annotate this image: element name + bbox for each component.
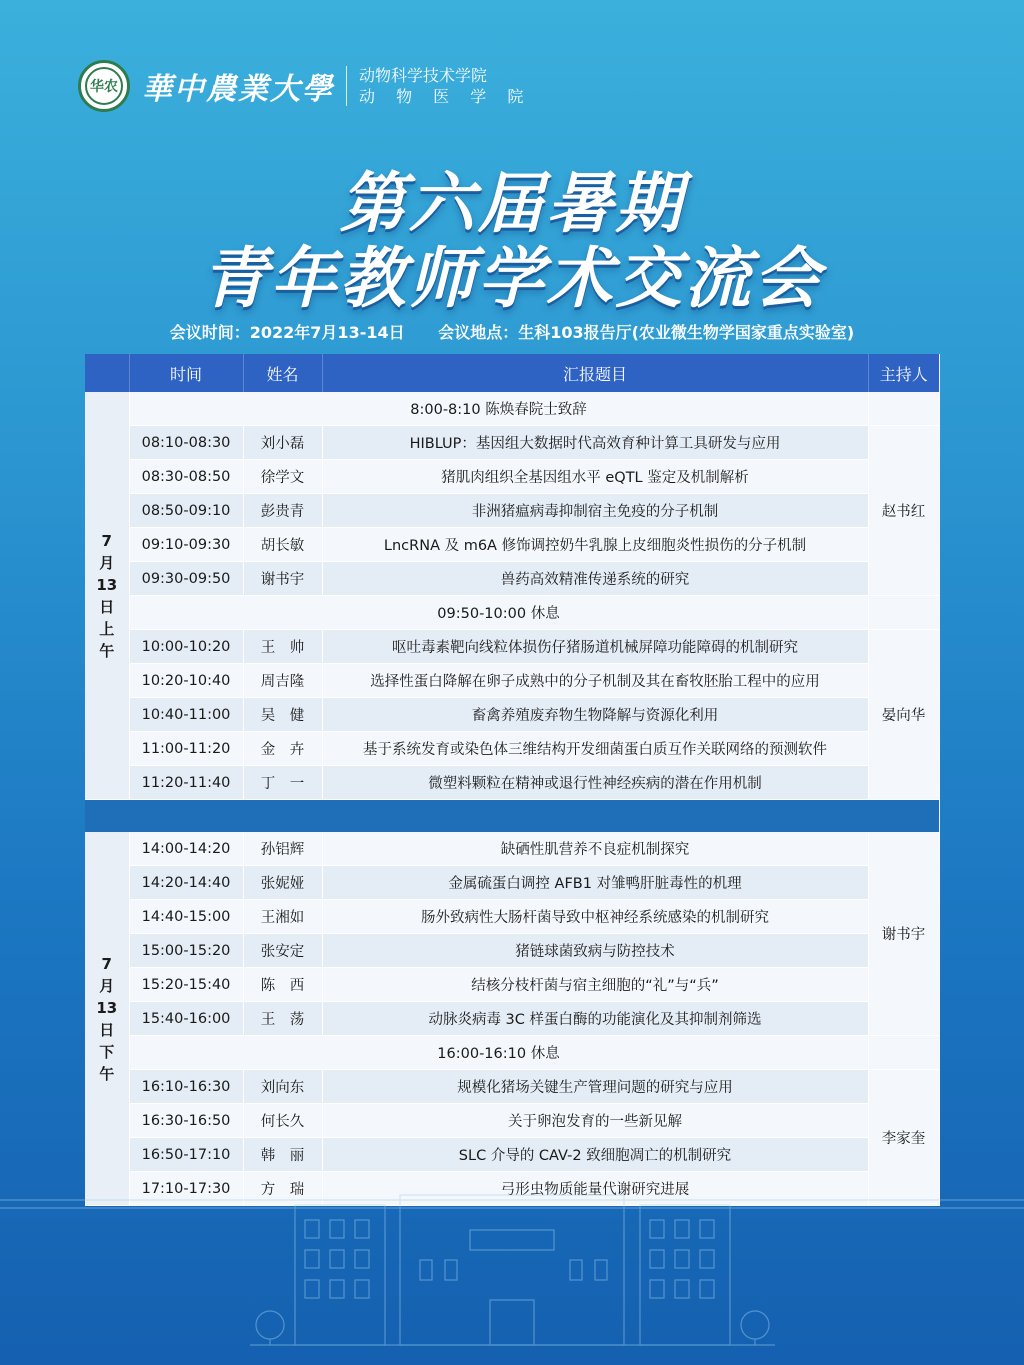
building-illustration bbox=[0, 1190, 1024, 1365]
talk-topic: 缺硒性肌营养不良症机制探究 bbox=[322, 832, 868, 866]
header-topic: 汇报题目 bbox=[322, 354, 868, 392]
talk-time: 10:40-11:00 bbox=[129, 698, 243, 732]
talk-topic: LncRNA 及 m6A 修饰调控奶牛乳腺上皮细胞炎性损伤的分子机制 bbox=[322, 528, 868, 562]
schedule-table bbox=[85, 354, 940, 1206]
talk-topic: 猪链球菌致病与防控技术 bbox=[322, 934, 868, 968]
speaker-name: 周吉隆 bbox=[243, 664, 322, 698]
table-row bbox=[85, 934, 939, 968]
header-name: 姓名 bbox=[243, 354, 322, 392]
host-empty bbox=[868, 596, 939, 630]
speaker-name: 刘小磊 bbox=[243, 426, 322, 460]
table-row bbox=[85, 494, 939, 528]
talk-time: 15:40-16:00 bbox=[129, 1002, 243, 1036]
speaker-name: 王 帅 bbox=[243, 630, 322, 664]
speaker-name: 韩 丽 bbox=[243, 1138, 322, 1172]
talk-topic: 非洲猪瘟病毒抑制宿主免疫的分子机制 bbox=[322, 494, 868, 528]
table-row bbox=[85, 698, 939, 732]
table-row bbox=[85, 562, 939, 596]
speaker-name: 刘向东 bbox=[243, 1070, 322, 1104]
talk-time: 11:20-11:40 bbox=[129, 766, 243, 800]
speaker-name: 王湘如 bbox=[243, 900, 322, 934]
talk-topic: 肠外致病性大肠杆菌导致中枢神经系统感染的机制研究 bbox=[322, 900, 868, 934]
table-row bbox=[85, 460, 939, 494]
talk-topic: 呕吐毒素靶向线粒体损伤仔猪肠道机械屏障功能障碍的机制研究 bbox=[322, 630, 868, 664]
table-row bbox=[85, 832, 939, 866]
talk-topic: 动脉炎病毒 3C 样蛋白酶的功能演化及其抑制剂筛选 bbox=[322, 1002, 868, 1036]
session-char: 午 bbox=[99, 1064, 115, 1083]
speaker-name: 张安定 bbox=[243, 934, 322, 968]
talk-time: 08:50-09:10 bbox=[129, 494, 243, 528]
college-line-1: 动物科学技术学院 bbox=[359, 66, 488, 85]
session-char: 月 bbox=[99, 976, 115, 995]
talk-time: 16:50-17:10 bbox=[129, 1138, 243, 1172]
session-char: 日 bbox=[99, 1020, 115, 1039]
host-name: 晏向华 bbox=[868, 630, 939, 800]
session-label-afternoon bbox=[85, 832, 129, 1206]
talk-topic: 金属硫蛋白调控 AFB1 对雏鸭肝脏毒性的机理 bbox=[322, 866, 868, 900]
session-char: 下 bbox=[99, 1042, 115, 1061]
talk-time: 16:10-16:30 bbox=[129, 1070, 243, 1104]
table-row bbox=[85, 968, 939, 1002]
talk-topic: 猪肌肉组织全基因组水平 eQTL 鉴定及机制解析 bbox=[322, 460, 868, 494]
session-char: 午 bbox=[99, 641, 115, 660]
table-row bbox=[85, 900, 939, 934]
table-row bbox=[85, 766, 939, 800]
table-row bbox=[85, 1138, 939, 1172]
talk-topic: 微塑料颗粒在精神或退行性神经疾病的潜在作用机制 bbox=[322, 766, 868, 800]
table-row bbox=[85, 664, 939, 698]
talk-time: 11:00-11:20 bbox=[129, 732, 243, 766]
title-line-1: 第六届暑期 bbox=[339, 165, 685, 242]
host-name: 李家奎 bbox=[868, 1070, 939, 1206]
speaker-name: 谢书宇 bbox=[243, 562, 322, 596]
speaker-name: 吴 健 bbox=[243, 698, 322, 732]
speaker-name: 金 卉 bbox=[243, 732, 322, 766]
session-label-morning bbox=[85, 392, 129, 800]
talk-topic: 关于卵泡发育的一些新见解 bbox=[322, 1104, 868, 1138]
talk-topic: 畜禽养殖废弃物生物降解与资源化利用 bbox=[322, 698, 868, 732]
table-row bbox=[85, 426, 939, 460]
talk-time: 14:00-14:20 bbox=[129, 832, 243, 866]
speaker-name: 何长久 bbox=[243, 1104, 322, 1138]
talk-time: 15:00-15:20 bbox=[129, 934, 243, 968]
talk-topic: HIBLUP：基因组大数据时代高效育种计算工具研发与应用 bbox=[322, 426, 868, 460]
college-names bbox=[359, 65, 531, 107]
host-empty bbox=[868, 1036, 939, 1070]
host-name: 谢书宇 bbox=[868, 832, 939, 1036]
header-blank bbox=[85, 354, 129, 392]
meeting-place: 会议地点：生科103报告厅(农业微生物学国家重点实验室) bbox=[438, 323, 855, 342]
talk-topic: 基于系统发育或染色体三维结构开发细菌蛋白质互作关联网络的预测软件 bbox=[322, 732, 868, 766]
logo-emblem: 华农 bbox=[85, 67, 123, 105]
talk-time: 08:30-08:50 bbox=[129, 460, 243, 494]
table-row bbox=[85, 1104, 939, 1138]
session-char: 7 bbox=[101, 531, 112, 550]
header bbox=[78, 58, 531, 114]
host-name: 赵书红 bbox=[868, 426, 939, 596]
title-line-2: 青年教师学术交流会 bbox=[201, 240, 823, 317]
table-row bbox=[85, 630, 939, 664]
header-time: 时间 bbox=[129, 354, 243, 392]
talk-topic: 结核分枝杆菌与宿主细胞的“礼”与“兵” bbox=[322, 968, 868, 1002]
talk-time: 17:10-17:30 bbox=[129, 1172, 243, 1206]
header-host: 主持人 bbox=[868, 354, 939, 392]
session-char: 7 bbox=[101, 954, 112, 973]
schedule-body bbox=[85, 392, 939, 1206]
talk-time: 09:10-09:30 bbox=[129, 528, 243, 562]
talk-topic: 弓形虫物质能量代谢研究进展 bbox=[322, 1172, 868, 1206]
university-name: 華中農業大學 bbox=[142, 72, 334, 107]
talk-time: 14:40-15:00 bbox=[129, 900, 243, 934]
talk-time: 10:20-10:40 bbox=[129, 664, 243, 698]
session-char: 上 bbox=[99, 619, 115, 638]
speaker-name: 彭贵青 bbox=[243, 494, 322, 528]
speaker-name: 张妮娅 bbox=[243, 866, 322, 900]
separator-bar bbox=[85, 800, 939, 833]
speaker-name: 陈 西 bbox=[243, 968, 322, 1002]
meeting-info bbox=[0, 320, 1024, 343]
talk-topic: SLC 介导的 CAV-2 致细胞凋亡的机制研究 bbox=[322, 1138, 868, 1172]
university-logo bbox=[78, 60, 130, 112]
table-row bbox=[85, 596, 939, 630]
talk-time: 09:30-09:50 bbox=[129, 562, 243, 596]
table-row bbox=[85, 1070, 939, 1104]
speaker-name: 徐学文 bbox=[243, 460, 322, 494]
session-char: 13 bbox=[96, 998, 118, 1017]
break-row: 16:00-16:10 休息 bbox=[129, 1036, 868, 1070]
session-char: 日 bbox=[99, 597, 115, 616]
speaker-name: 孙铝辉 bbox=[243, 832, 322, 866]
table-row bbox=[85, 732, 939, 766]
speaker-name: 方 瑞 bbox=[243, 1172, 322, 1206]
header-divider bbox=[346, 66, 347, 106]
talk-time: 15:20-15:40 bbox=[129, 968, 243, 1002]
speaker-name: 胡长敏 bbox=[243, 528, 322, 562]
table-row bbox=[85, 866, 939, 900]
table-header-row bbox=[85, 354, 939, 392]
speaker-name: 王 荡 bbox=[243, 1002, 322, 1036]
talk-topic: 兽药高效精准传递系统的研究 bbox=[322, 562, 868, 596]
host-empty bbox=[868, 392, 939, 426]
session-char: 月 bbox=[99, 553, 115, 572]
meeting-time: 会议时间：2022年7月13-14日 bbox=[169, 323, 405, 342]
session-char: 13 bbox=[96, 575, 118, 594]
talk-time: 14:20-14:40 bbox=[129, 866, 243, 900]
break-row: 09:50-10:00 休息 bbox=[129, 596, 868, 630]
opening-remarks: 8:00-8:10 陈焕春院士致辞 bbox=[129, 392, 868, 426]
talk-time: 16:30-16:50 bbox=[129, 1104, 243, 1138]
table-row bbox=[85, 1036, 939, 1070]
session-separator bbox=[85, 800, 939, 833]
talk-time: 08:10-08:30 bbox=[129, 426, 243, 460]
college-line-2: 动 物 医 学 院 bbox=[359, 87, 532, 106]
table-row bbox=[85, 1002, 939, 1036]
table-row bbox=[85, 528, 939, 562]
speaker-name: 丁 一 bbox=[243, 766, 322, 800]
table-row bbox=[85, 392, 939, 426]
talk-topic: 选择性蛋白降解在卵子成熟中的分子机制及其在畜牧胚胎工程中的应用 bbox=[322, 664, 868, 698]
talk-time: 10:00-10:20 bbox=[129, 630, 243, 664]
talk-topic: 规模化猪场关键生产管理问题的研究与应用 bbox=[322, 1070, 868, 1104]
